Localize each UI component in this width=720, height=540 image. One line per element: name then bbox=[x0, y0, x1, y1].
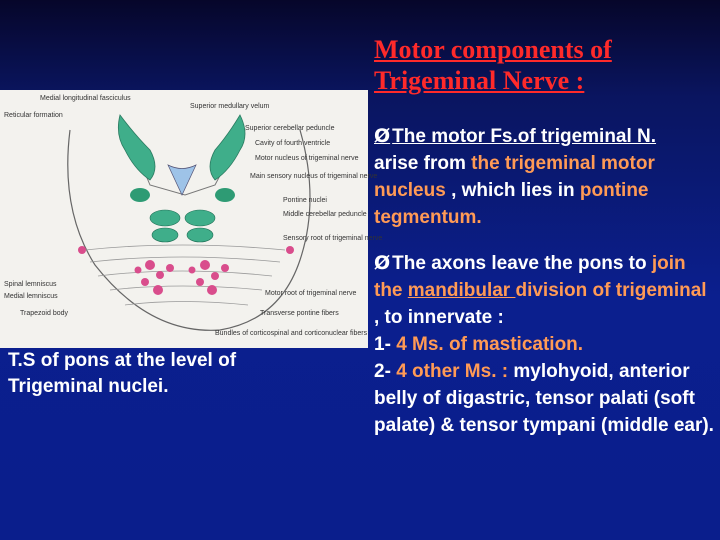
bullet2-highlight-join: join the bbox=[374, 253, 686, 301]
fourth-ventricle-cavity bbox=[168, 165, 196, 195]
label-sup-medullary-velum: Superior medullary velum bbox=[190, 103, 270, 110]
bullet1-highlight-motor-nucleus: the trigeminal motor nucleus bbox=[374, 153, 655, 201]
label-medial-lemniscus: Medial lemniscus bbox=[4, 293, 58, 300]
transverse-fibers-3 bbox=[98, 271, 272, 276]
figure-caption bbox=[8, 348, 308, 400]
bullet-axons bbox=[374, 250, 716, 439]
label-fourth-ventricle: Cavity of fourth ventricle bbox=[255, 140, 331, 147]
right-superior-cerebellar-peduncle bbox=[210, 115, 245, 180]
bullet1-line1: The motor Fs.of trigeminal N. bbox=[392, 126, 657, 147]
left-tegmental-bundle bbox=[150, 210, 180, 226]
label-mid-cerebellar: Middle cerebellar peduncle bbox=[283, 211, 367, 218]
left-medial-lemniscus bbox=[152, 228, 178, 242]
label-corticospinal: Bundles of corticospinal and corticonuclear fibers bbox=[215, 330, 368, 337]
list-item-mastication: 4 Ms. of mastication. bbox=[396, 334, 584, 355]
label-motor-nucleus: Motor nucleus of trigeminal nerve bbox=[255, 155, 359, 162]
bullet1-first-line bbox=[374, 126, 656, 147]
label-sensory-root: Sensory root of trigeminal nerve bbox=[283, 235, 383, 242]
label-mlf: Medial longitudinal fasciculus bbox=[40, 95, 131, 102]
label-pontine-nuclei: Pontine nuclei bbox=[283, 197, 327, 204]
corticospinal-bundles bbox=[135, 260, 230, 295]
list-item-other-muscles-label: 4 other Ms. : bbox=[396, 361, 509, 382]
label-main-sensory: Main sensory nucleus of trigeminal nerve bbox=[250, 173, 378, 180]
bullet1-highlight-pontine: pontine bbox=[579, 180, 649, 201]
bullet1-tegmentum: tegmentum. bbox=[374, 207, 482, 228]
bullet1-text-2: , which lies in bbox=[445, 180, 580, 201]
label-spinal-lemniscus: Spinal lemniscus bbox=[4, 281, 57, 288]
pons-cross-section-figure bbox=[0, 90, 383, 348]
transverse-fibers-2 bbox=[90, 257, 280, 262]
bullet1-text-1: arise from bbox=[374, 153, 472, 174]
label-reticular: Reticular formation bbox=[4, 112, 63, 119]
list-number-1: 1- bbox=[374, 334, 397, 355]
right-lemniscus-marker bbox=[286, 246, 294, 254]
list-item-other-muscles: mylohyoid, anterior belly of digastric, tensor palati (soft palate) & tensor tympani (middle ear). bbox=[374, 361, 714, 436]
transverse-fibers-4 bbox=[110, 286, 262, 290]
caption-line-1: T.S of pons at the level of bbox=[8, 350, 237, 371]
list-number-2: 2- bbox=[374, 361, 397, 382]
bullet2-text-2: , to innervate : bbox=[374, 307, 504, 328]
arrow-bullet-icon: Ø bbox=[374, 125, 391, 147]
left-superior-cerebellar-peduncle bbox=[118, 115, 155, 180]
transverse-fibers-1 bbox=[85, 245, 285, 250]
label-transverse-fibers: Transverse pontine fibers bbox=[260, 310, 339, 317]
transverse-fibers-5 bbox=[125, 302, 248, 306]
pons-diagram bbox=[0, 90, 383, 348]
label-motor-root: Motor root of trigeminal nerve bbox=[265, 290, 357, 297]
bullet2-mandibular: mandibular bbox=[407, 280, 516, 301]
arrow-bullet-icon: Ø bbox=[374, 252, 391, 274]
bullet2-highlight-division: division of trigeminal bbox=[515, 280, 707, 301]
left-trigeminal-motor-nucleus bbox=[130, 188, 150, 202]
label-sup-cerebellar-peduncle: Superior cerebellar peduncle bbox=[245, 125, 335, 132]
caption-line-2: Trigeminal nuclei. bbox=[8, 376, 169, 397]
slide-title: Motor components of Trigeminal Nerve : bbox=[374, 35, 612, 95]
left-lemniscus-marker bbox=[78, 246, 86, 254]
right-medial-lemniscus bbox=[187, 228, 213, 242]
right-tegmental-bundle bbox=[185, 210, 215, 226]
label-trapezoid: Trapezoid body bbox=[20, 310, 68, 317]
bullet2-text-1: The axons leave the pons to bbox=[392, 253, 652, 274]
right-trigeminal-motor-nucleus bbox=[215, 188, 235, 202]
bullet-motor-fibers bbox=[374, 123, 716, 231]
